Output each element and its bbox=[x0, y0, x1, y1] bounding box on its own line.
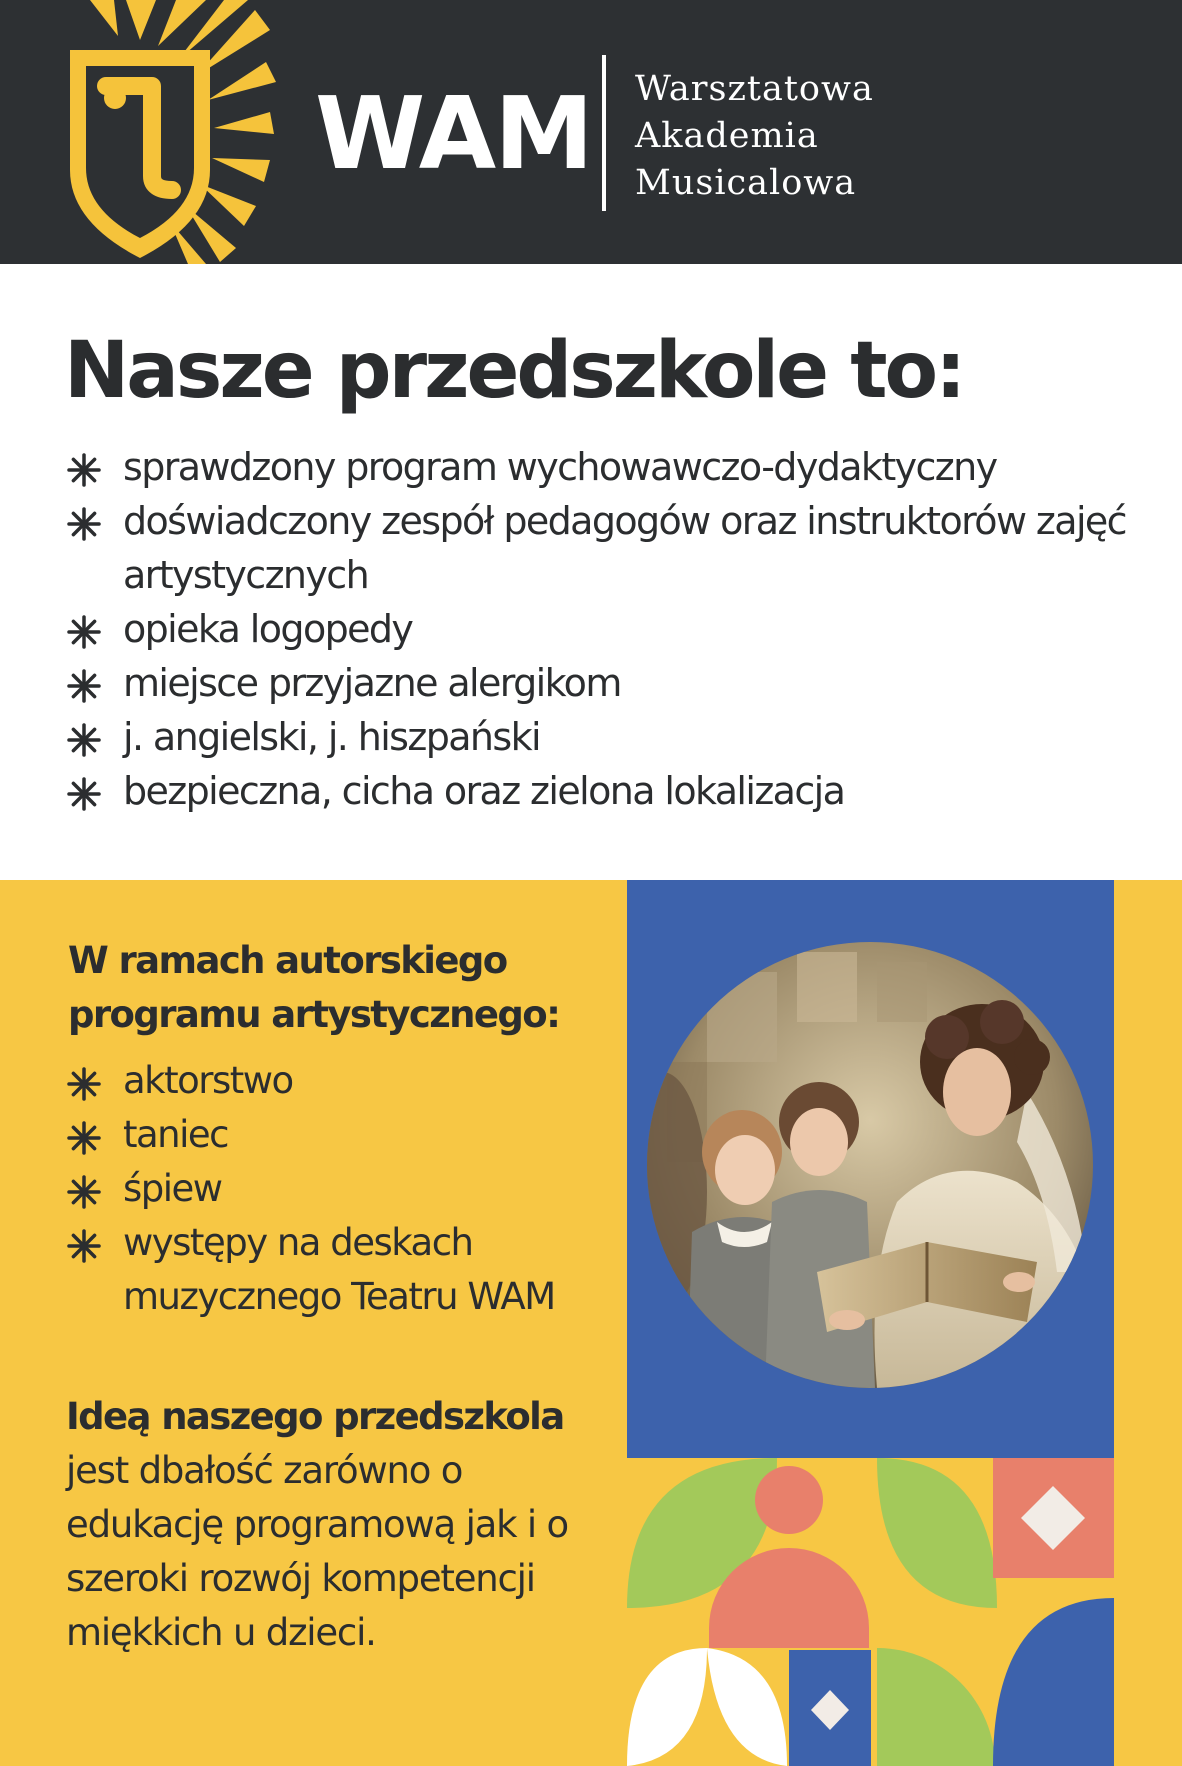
photo-panel bbox=[627, 880, 1114, 1458]
feature-text: doświadczony zespół pedagogów oraz instruktorów zajęć artystycznych bbox=[123, 499, 1126, 597]
asterisk-icon bbox=[66, 1228, 102, 1264]
asterisk-icon bbox=[66, 506, 102, 542]
program-heading: W ramach autorskiego programu artystycznego: bbox=[68, 939, 560, 1036]
subtitle-line: Warsztatowa bbox=[635, 69, 874, 109]
program-item-text: śpiew bbox=[123, 1167, 222, 1210]
program-item-text: aktorstwo bbox=[123, 1059, 293, 1102]
asterisk-icon bbox=[66, 1120, 102, 1156]
asterisk-icon bbox=[66, 452, 102, 488]
header bbox=[0, 0, 1182, 264]
feature-list bbox=[66, 440, 1146, 818]
program-item-text: występy na deskach muzycznego Teatru WAM bbox=[123, 1221, 555, 1318]
list-item bbox=[66, 1216, 626, 1324]
asterisk-icon bbox=[66, 668, 102, 704]
list-item bbox=[66, 440, 1146, 494]
program-item-text: taniec bbox=[123, 1113, 229, 1156]
asterisk-icon bbox=[66, 722, 102, 758]
program-section bbox=[0, 880, 1182, 1766]
list-item bbox=[66, 1108, 626, 1162]
list-item bbox=[66, 602, 1146, 656]
feature-text: miejsce przyjazne alergikom bbox=[123, 661, 621, 705]
shield-sunburst-logo-icon bbox=[0, 0, 280, 264]
subtitle-line: Musicalowa bbox=[635, 163, 857, 203]
teacher-reading-illustration-icon bbox=[647, 942, 1093, 1388]
asterisk-icon bbox=[66, 1174, 102, 1210]
program-list bbox=[66, 1054, 626, 1324]
list-item bbox=[66, 1054, 626, 1108]
feature-text: bezpieczna, cicha oraz zielona lokalizacja bbox=[123, 769, 845, 813]
brand-subtitle bbox=[635, 66, 874, 207]
list-item bbox=[66, 764, 1146, 818]
asterisk-icon bbox=[66, 614, 102, 650]
brand-wordmark: WAM bbox=[315, 75, 592, 192]
storytime-photo bbox=[647, 942, 1093, 1388]
list-item bbox=[66, 710, 1146, 764]
feature-text: j. angielski, j. hiszpański bbox=[123, 715, 540, 759]
asterisk-icon bbox=[66, 1066, 102, 1102]
list-item bbox=[66, 1162, 626, 1216]
geometric-decoration-icon bbox=[627, 1458, 1114, 1766]
intro-section bbox=[0, 264, 1182, 880]
list-item bbox=[66, 656, 1146, 710]
header-divider bbox=[602, 55, 606, 211]
subtitle-line: Akademia bbox=[635, 116, 819, 156]
feature-text: sprawdzony program wychowawczo-dydaktyczny bbox=[123, 445, 997, 489]
idea-bold-text: Ideą naszego przedszkola bbox=[66, 1395, 564, 1438]
asterisk-icon bbox=[66, 776, 102, 812]
list-item bbox=[66, 494, 1146, 602]
page-title: Nasze przedszkole to: bbox=[64, 326, 964, 416]
idea-text: jest dbałość zarówno o edukację programową jak i o szeroki rozwój kompetencji miękkich u dzieci. bbox=[66, 1449, 568, 1654]
feature-text: opieka logopedy bbox=[123, 607, 413, 651]
idea-paragraph bbox=[66, 1390, 606, 1660]
